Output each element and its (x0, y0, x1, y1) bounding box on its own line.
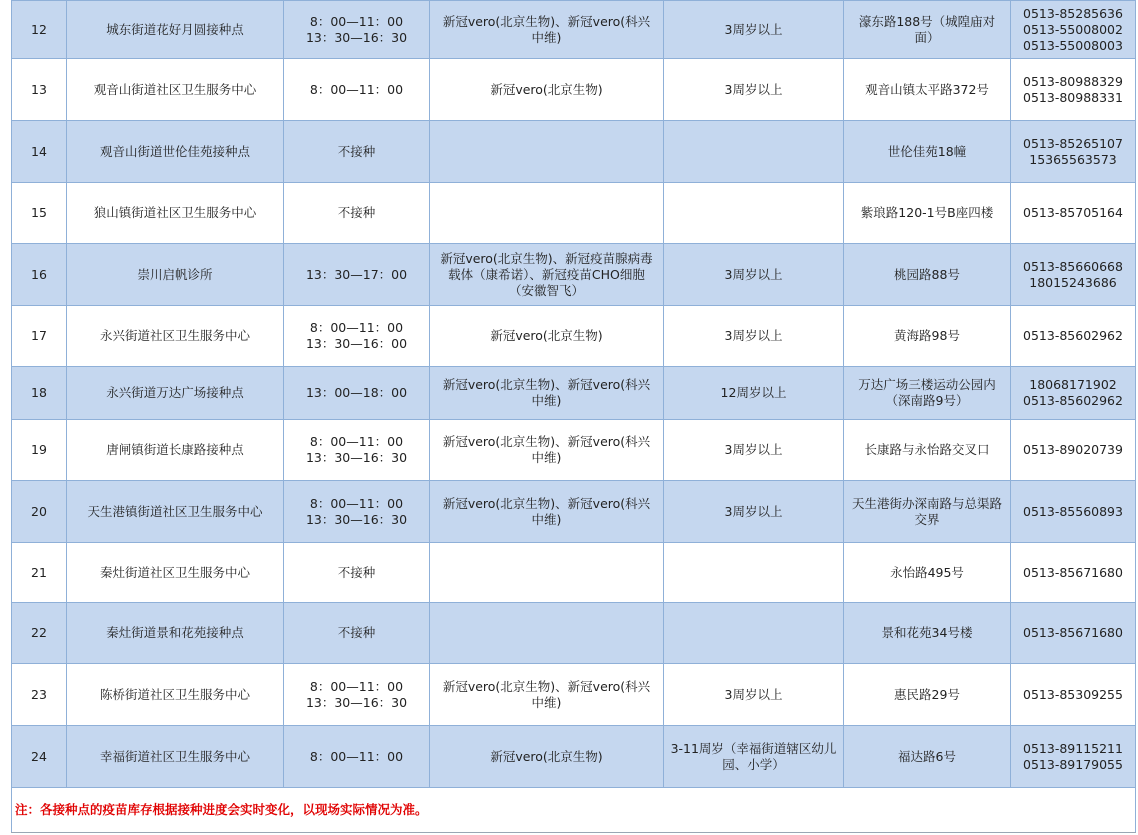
cell-hours-line: 13：30—16：30 (305, 29, 408, 45)
cell-hours (284, 420, 430, 481)
cell-age-line: 3周岁以上 (724, 442, 783, 457)
cell-address-line: 惠民路29号 (894, 686, 960, 702)
cell-phone (1011, 726, 1136, 788)
cell-no: 24 (12, 726, 67, 788)
cell-no: 13 (12, 59, 67, 121)
cell-age (664, 367, 844, 420)
cell-hours-line: 13：30—16：30 (305, 694, 408, 710)
cell-site-name: 秦灶街道社区卫生服务中心 (67, 543, 284, 603)
cell-age-line: 3-11周岁（幸福街道辖区幼儿 (670, 740, 837, 756)
footnote-text: 注：各接种点的疫苗库存根据接种进度会实时变化，以现场实际情况为准。 (12, 788, 1136, 833)
cell-vaccine-line: 新冠vero(北京生物) (490, 748, 603, 764)
cell-age (664, 244, 844, 306)
cell-vaccine (430, 603, 664, 664)
cell-vaccine (430, 367, 664, 420)
cell-age (664, 543, 844, 603)
cell-hours (284, 543, 430, 603)
cell-hours (284, 183, 430, 244)
cell-phone-line: 0513-89115211 (1023, 740, 1123, 756)
cell-phone-line: 0513-85265107 (1023, 135, 1123, 151)
cell-address (844, 420, 1011, 481)
cell-hours-line: 13：30—16：30 (305, 450, 408, 465)
cell-address-line: 天生港街办深南路与总渠路 (851, 495, 1002, 511)
cell-no: 19 (12, 420, 67, 481)
cell-hours (284, 244, 430, 306)
cell-age (664, 481, 844, 543)
cell-hours-line: 8：00—11：00 (309, 434, 404, 449)
cell-hours-line: 不接种 (337, 625, 376, 640)
cell-address (844, 603, 1011, 664)
cell-address (844, 367, 1011, 420)
table-row (12, 543, 1136, 603)
cell-hours (284, 306, 430, 367)
cell-age-line: 3周岁以上 (724, 503, 783, 519)
cell-no: 14 (12, 121, 67, 183)
table-row (12, 420, 1136, 481)
cell-age-line: 12周岁以上 (720, 385, 787, 400)
cell-site-name: 崇川启帆诊所 (67, 244, 284, 306)
cell-phone-line: 0513-80988331 (1023, 89, 1123, 105)
cell-age (664, 603, 844, 664)
cell-vaccine (430, 244, 664, 306)
cell-vaccine-line: 新冠vero(北京生物)、新冠vero(科兴 (442, 678, 651, 694)
cell-hours (284, 121, 430, 183)
cell-hours-line: 13：30—16：00 (305, 336, 408, 351)
cell-hours-line: 13：00—18：00 (305, 385, 408, 400)
cell-phone-line: 0513-55008003 (1023, 37, 1123, 53)
cell-phone (1011, 420, 1136, 481)
cell-hours-line: 13：30—17：00 (305, 266, 408, 282)
cell-phone-line: 18015243686 (1029, 274, 1117, 290)
cell-hours (284, 726, 430, 788)
cell-vaccine-line: 中维) (531, 450, 562, 465)
cell-address (844, 121, 1011, 183)
cell-hours (284, 603, 430, 664)
cell-hours-line: 8：00—11：00 (309, 748, 404, 764)
cell-age (664, 1, 844, 59)
cell-address (844, 59, 1011, 121)
cell-hours-line: 8：00—11：00 (309, 81, 404, 97)
cell-no: 20 (12, 481, 67, 543)
cell-vaccine (430, 543, 664, 603)
cell-age-line: 3周岁以上 (724, 81, 783, 97)
cell-address-line: 福达路6号 (898, 748, 956, 764)
cell-address (844, 543, 1011, 603)
cell-address (844, 664, 1011, 726)
cell-address (844, 726, 1011, 788)
cell-vaccine (430, 59, 664, 121)
cell-phone (1011, 543, 1136, 603)
cell-phone-line: 0513-85705164 (1023, 205, 1123, 220)
cell-address-line: 永怡路495号 (890, 564, 964, 580)
cell-no: 18 (12, 367, 67, 420)
cell-hours-line: 不接种 (337, 143, 376, 159)
cell-hours (284, 59, 430, 121)
cell-phone-line: 0513-85671680 (1023, 564, 1123, 580)
cell-hours-line: 8：00—11：00 (309, 320, 404, 335)
cell-hours-line: 8：00—11：00 (309, 678, 404, 694)
cell-phone-line: 0513-85602962 (1023, 393, 1123, 408)
cell-vaccine (430, 306, 664, 367)
cell-vaccine (430, 420, 664, 481)
cell-phone (1011, 664, 1136, 726)
cell-phone-line: 0513-85309255 (1023, 686, 1123, 702)
table-row (12, 244, 1136, 306)
cell-address (844, 481, 1011, 543)
cell-address-line: 黄海路98号 (894, 328, 960, 343)
cell-phone-line: 15365563573 (1029, 151, 1117, 167)
cell-hours-line: 8：00—11：00 (309, 495, 404, 511)
cell-phone-line: 0513-85660668 (1023, 258, 1123, 274)
cell-age-line: 园、小学） (722, 756, 785, 772)
cell-site-name: 永兴街道社区卫生服务中心 (67, 306, 284, 367)
cell-hours-line: 不接种 (337, 205, 376, 220)
cell-age (664, 121, 844, 183)
cell-phone-line: 0513-85285636 (1023, 5, 1123, 21)
cell-site-name: 幸福街道社区卫生服务中心 (67, 726, 284, 788)
table-row (12, 603, 1136, 664)
cell-vaccine-line: 中维) (531, 511, 562, 527)
cell-phone (1011, 183, 1136, 244)
cell-address-line: 观音山镇太平路372号 (865, 81, 989, 97)
cell-phone (1011, 121, 1136, 183)
cell-hours-line: 不接种 (337, 564, 376, 580)
cell-address-line: 紫琅路120-1号B座四楼 (860, 205, 994, 220)
cell-site-name: 观音山街道社区卫生服务中心 (67, 59, 284, 121)
cell-site-name: 陈桥街道社区卫生服务中心 (67, 664, 284, 726)
cell-age (664, 59, 844, 121)
cell-vaccine-line: （安徽智飞） (508, 282, 584, 298)
table-row (12, 1, 1136, 59)
cell-phone (1011, 306, 1136, 367)
cell-vaccine-line: 中维) (531, 694, 562, 710)
table-row (12, 121, 1136, 183)
cell-hours-line: 13：30—16：30 (305, 511, 408, 527)
table-row (12, 726, 1136, 788)
cell-no: 15 (12, 183, 67, 244)
cell-vaccine-line: 载体（康希诺）、新冠疫苗CHO细胞 (448, 266, 645, 282)
table-row (12, 183, 1136, 244)
cell-site-name: 天生港镇街道社区卫生服务中心 (67, 481, 284, 543)
cell-address-line: 濠东路188号（城隍庙对 (858, 13, 996, 29)
vaccination-sites-table-wrapper (11, 0, 1135, 833)
cell-phone-line: 18068171902 (1029, 377, 1117, 392)
cell-phone (1011, 367, 1136, 420)
cell-vaccine-line: 新冠vero(北京生物) (490, 81, 603, 97)
cell-address (844, 183, 1011, 244)
table-row (12, 306, 1136, 367)
cell-vaccine-line: 新冠vero(北京生物)、新冠vero(科兴 (442, 377, 651, 392)
cell-age-line: 3周岁以上 (724, 686, 783, 702)
cell-address (844, 1, 1011, 59)
cell-phone (1011, 481, 1136, 543)
vaccination-sites-table (11, 0, 1136, 833)
cell-hours (284, 367, 430, 420)
cell-no: 16 (12, 244, 67, 306)
cell-site-name: 观音山街道世伦佳苑接种点 (67, 121, 284, 183)
cell-phone (1011, 59, 1136, 121)
cell-age-line: 3周岁以上 (724, 266, 783, 282)
cell-phone-line: 0513-89179055 (1023, 756, 1123, 772)
cell-vaccine-line: 新冠vero(北京生物)、新冠vero(科兴 (442, 13, 651, 29)
table-row (12, 664, 1136, 726)
cell-vaccine-line: 中维) (531, 29, 562, 45)
cell-vaccine-line: 新冠vero(北京生物)、新冠vero(科兴 (442, 434, 651, 449)
cell-phone (1011, 603, 1136, 664)
cell-vaccine (430, 121, 664, 183)
cell-phone (1011, 244, 1136, 306)
cell-vaccine-line: 新冠vero(北京生物) (490, 328, 603, 343)
cell-age (664, 183, 844, 244)
cell-vaccine-line: 中维) (531, 393, 562, 408)
cell-site-name: 唐闸镇街道长康路接种点 (67, 420, 284, 481)
cell-vaccine-line: 新冠vero(北京生物)、新冠vero(科兴 (442, 495, 651, 511)
cell-hours-line: 8：00—11：00 (309, 13, 404, 29)
cell-address (844, 244, 1011, 306)
cell-vaccine (430, 183, 664, 244)
footnote-row (12, 788, 1136, 833)
cell-phone-line: 0513-80988329 (1023, 73, 1123, 89)
cell-address-line: （深南路9号） (885, 393, 969, 408)
cell-no: 21 (12, 543, 67, 603)
cell-address (844, 306, 1011, 367)
cell-phone-line: 0513-85671680 (1023, 625, 1123, 640)
cell-site-name: 城东街道花好月圆接种点 (67, 1, 284, 59)
cell-hours (284, 1, 430, 59)
table-row (12, 367, 1136, 420)
cell-phone-line: 0513-89020739 (1023, 442, 1123, 457)
cell-age (664, 664, 844, 726)
cell-phone-line: 0513-85560893 (1023, 503, 1123, 519)
cell-no: 12 (12, 1, 67, 59)
cell-vaccine-line: 新冠vero(北京生物)、新冠疫苗腺病毒 (440, 250, 653, 266)
cell-no: 22 (12, 603, 67, 664)
cell-age-line: 3周岁以上 (724, 21, 783, 37)
cell-address-line: 景和花苑34号楼 (881, 625, 973, 640)
cell-phone (1011, 1, 1136, 59)
cell-phone-line: 0513-55008002 (1023, 21, 1123, 37)
cell-age (664, 306, 844, 367)
cell-vaccine (430, 1, 664, 59)
cell-address-line: 世伦佳苑18幢 (887, 143, 967, 159)
cell-site-name: 狼山镇街道社区卫生服务中心 (67, 183, 284, 244)
cell-no: 17 (12, 306, 67, 367)
cell-address-line: 面） (914, 29, 940, 45)
cell-phone-line: 0513-85602962 (1023, 328, 1123, 343)
cell-site-name: 秦灶街道景和花苑接种点 (67, 603, 284, 664)
cell-vaccine (430, 726, 664, 788)
cell-address-line: 长康路与永怡路交叉口 (864, 442, 990, 457)
cell-age (664, 420, 844, 481)
cell-site-name: 永兴街道万达广场接种点 (67, 367, 284, 420)
cell-hours (284, 664, 430, 726)
cell-vaccine (430, 664, 664, 726)
table-row (12, 481, 1136, 543)
cell-address-line: 交界 (914, 511, 940, 527)
cell-address-line: 万达广场三楼运动公园内 (858, 377, 996, 392)
cell-age-line: 3周岁以上 (724, 328, 783, 343)
cell-no: 23 (12, 664, 67, 726)
cell-vaccine (430, 481, 664, 543)
cell-hours (284, 481, 430, 543)
cell-age (664, 726, 844, 788)
table-row (12, 59, 1136, 121)
cell-address-line: 桃园路88号 (894, 266, 960, 282)
